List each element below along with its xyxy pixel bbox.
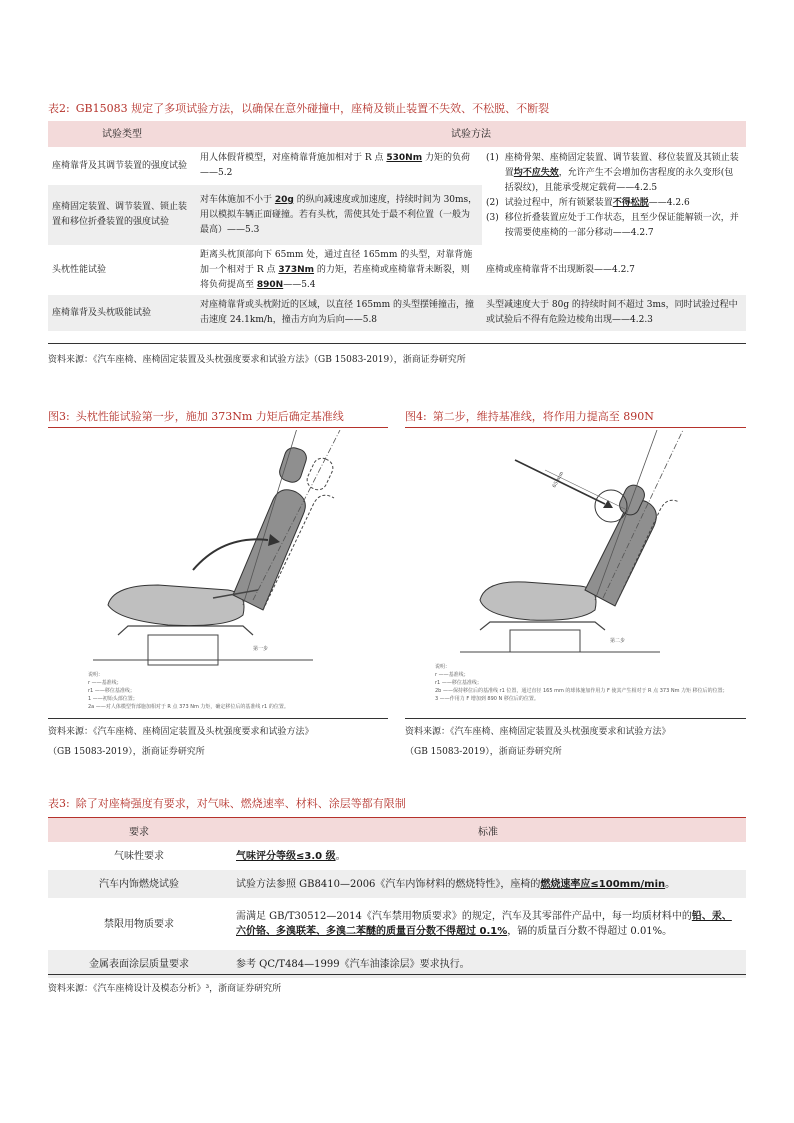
table-row: 汽车内饰燃烧试验 试验方法参照 GB8410—2006《汽车内饰材料的燃烧特性》，座椅的燃烧速率应≤100mm/min。 <box>48 870 746 898</box>
figure4-rule <box>405 427 746 428</box>
svg-text:说明：: 说明： <box>435 664 451 670</box>
svg-text:说明：: 说明： <box>88 672 104 678</box>
table3 <box>48 818 746 978</box>
result-item: (3) 移位折叠装置应处于工作状态，且至少保证能解锁一次，并按需要使座椅的一部分移动——4.2.7 <box>486 213 739 238</box>
figure3-source-2: （GB 15083-2019），浙商证券研究所 <box>48 747 205 757</box>
svg-text:r ——基准线；: r ——基准线； <box>88 680 122 686</box>
row-type: 座椅固定装置、调节装置、锁止装置和移位折叠装置的强度试验 <box>48 185 196 245</box>
table-row: 禁限用物质要求 需满足 GB/T30512—2014《汽车禁用物质要求》的规定，汽车及其零部件产品中，每一均质材料中的铅、汞、六价铬、多溴联苯、多溴二苯醚的质量百分数不得超过 0.1%，镉的质量百分数不得超过 0.01%。 <box>104 911 732 937</box>
table3-bottom-rule <box>48 974 746 975</box>
table3-source: 资料来源：《汽车座椅设计及模态分析》³，浙商证券研究所 <box>48 984 282 994</box>
row-type: 座椅靠背及头枕吸能试验 <box>48 295 196 331</box>
step-label: 第二步 <box>610 638 626 644</box>
table2-header-method: 试验方法 <box>196 121 746 147</box>
svg-text:3 ——作用力 F 增加到 890 N 移位后的位置。: 3 ——作用力 F 增加到 890 N 移位后的位置。 <box>435 696 539 702</box>
table2-bottom-rule <box>48 343 746 344</box>
table3-caption: 表3: 除了对座椅强度有要求，对气味、燃烧速率、材料、涂层等都有限制 <box>48 797 406 810</box>
figure3-caption: 图3: 头枕性能试验第一步，施加 373Nm 力矩后确定基准线 <box>48 410 344 423</box>
seat-diagram-step1 <box>48 430 388 715</box>
table-row <box>48 147 746 185</box>
figure3-rule <box>48 427 388 428</box>
row-type: 头枕性能试验 <box>52 264 107 275</box>
table3-header-req: 要求 <box>48 818 230 842</box>
table-row: 气味性要求 气味评分等级≤3.0 级。 <box>114 850 346 862</box>
result-item: (2) 试验过程中，所有锁紧装置不得松脱——4.2.6 <box>486 198 690 208</box>
figure4-diagram <box>405 430 745 715</box>
svg-text:2b ——保持移位后的基准线 r1 位置，通过直径 165: 2b ——保持移位后的基准线 r1 位置，通过直径 165 mm 的球体施加作用力 F 使其产生相对于 R 点 373 Nm 力矩 移位后的位置； <box>435 688 728 694</box>
figure4-bottom-rule <box>405 718 746 719</box>
figure3-diagram <box>48 430 388 715</box>
row-type: 座椅靠背及其调节装置的强度试验 <box>52 160 188 171</box>
row-method: 对座椅靠背或头枕附近的区域，以直径 165mm 的头型摆锤撞击，撞击速度 24.1km/h，撞击方向为后向——5.8 <box>196 295 482 331</box>
figure4-source-1: 资料来源：《汽车座椅、座椅固定装置及头枕强度要求和试验方法》 <box>405 727 671 737</box>
merged-results <box>482 147 746 245</box>
row-result: 座椅或座椅靠背不出现断裂——4.2.7 <box>486 264 635 275</box>
figure4-caption: 图4: 第二步，维持基准线，将作用力提高至 890N <box>405 410 654 423</box>
seat-diagram-step2 <box>405 430 745 715</box>
table2-header-type: 试验类型 <box>48 121 196 147</box>
svg-text:2a ——对人体模型背部施加相对于 R 点 373 Nm 力: 2a ——对人体模型背部施加相对于 R 点 373 Nm 力矩，确定移位后的基准线 r1 的位置。 <box>88 704 289 710</box>
row-method: 用人体假背模型，对座椅靠背施加相对于 R 点 530Nm 力矩的负荷——5.2 <box>200 153 470 178</box>
table-row <box>48 245 746 295</box>
row-method: 对车体施加不小于 20g 的纵向减速度或加速度，持续时间为 30ms，用以模拟车辆正面碰撞。若有头枕，需使其处于最不利位置（一般为最高）——5.3 <box>196 185 482 245</box>
table-row: 金属表面涂层质量要求 参考 QC/T484—1999《汽车油漆涂层》要求执行。 <box>48 950 746 978</box>
figure4-source-2: （GB 15083-2019），浙商证券研究所 <box>405 747 562 757</box>
table-row <box>48 295 746 331</box>
row-method: 距离头枕顶部向下 65mm 处，通过直径 165mm 的头型，对靠背施加一个相对于 R 点 373Nm 的力矩，若座椅或座椅靠背未断裂，则将负荷提高至 890N——5.4 <box>200 249 473 290</box>
svg-text:r ——基准线；: r ——基准线； <box>435 672 469 678</box>
table3-header-std: 标准 <box>230 818 746 842</box>
table2 <box>48 121 746 331</box>
svg-text:1 ——初始头部位置；: 1 ——初始头部位置； <box>88 696 138 702</box>
result-item: (1) 座椅骨架、座椅固定装置、调节装置、移位装置及其锁止装置均不应失效，允许产生不会增加伤害程度的永久变形(包括裂纹)，且能承受规定载荷——4.2.5 <box>486 153 739 193</box>
svg-text:r1 ——移位基准线；: r1 ——移位基准线； <box>435 680 482 686</box>
step-label: 第一步 <box>253 646 269 652</box>
table2-source: 资料来源：《汽车座椅、座椅固定装置及头枕强度要求和试验方法》（GB 15083-2019），浙商证券研究所 <box>48 355 466 365</box>
figure3-bottom-rule <box>48 718 388 719</box>
figure3-source-1: 资料来源：《汽车座椅、座椅固定装置及头枕强度要求和试验方法》 <box>48 727 314 737</box>
svg-text:r1 ——移位基准线；: r1 ——移位基准线； <box>88 688 135 694</box>
dim-label: 65 mm <box>551 470 565 489</box>
table2-caption: 表2: GB15083 规定了多项试验方法，以确保在意外碰撞中，座椅及锁止装置不失效、不松脱、不断裂 <box>48 102 550 115</box>
row-result: 头型减速度大于 80g 的持续时间不超过 3ms，同时试验过程中或试验后不得有危险边棱角出现——4.2.3 <box>482 295 746 331</box>
